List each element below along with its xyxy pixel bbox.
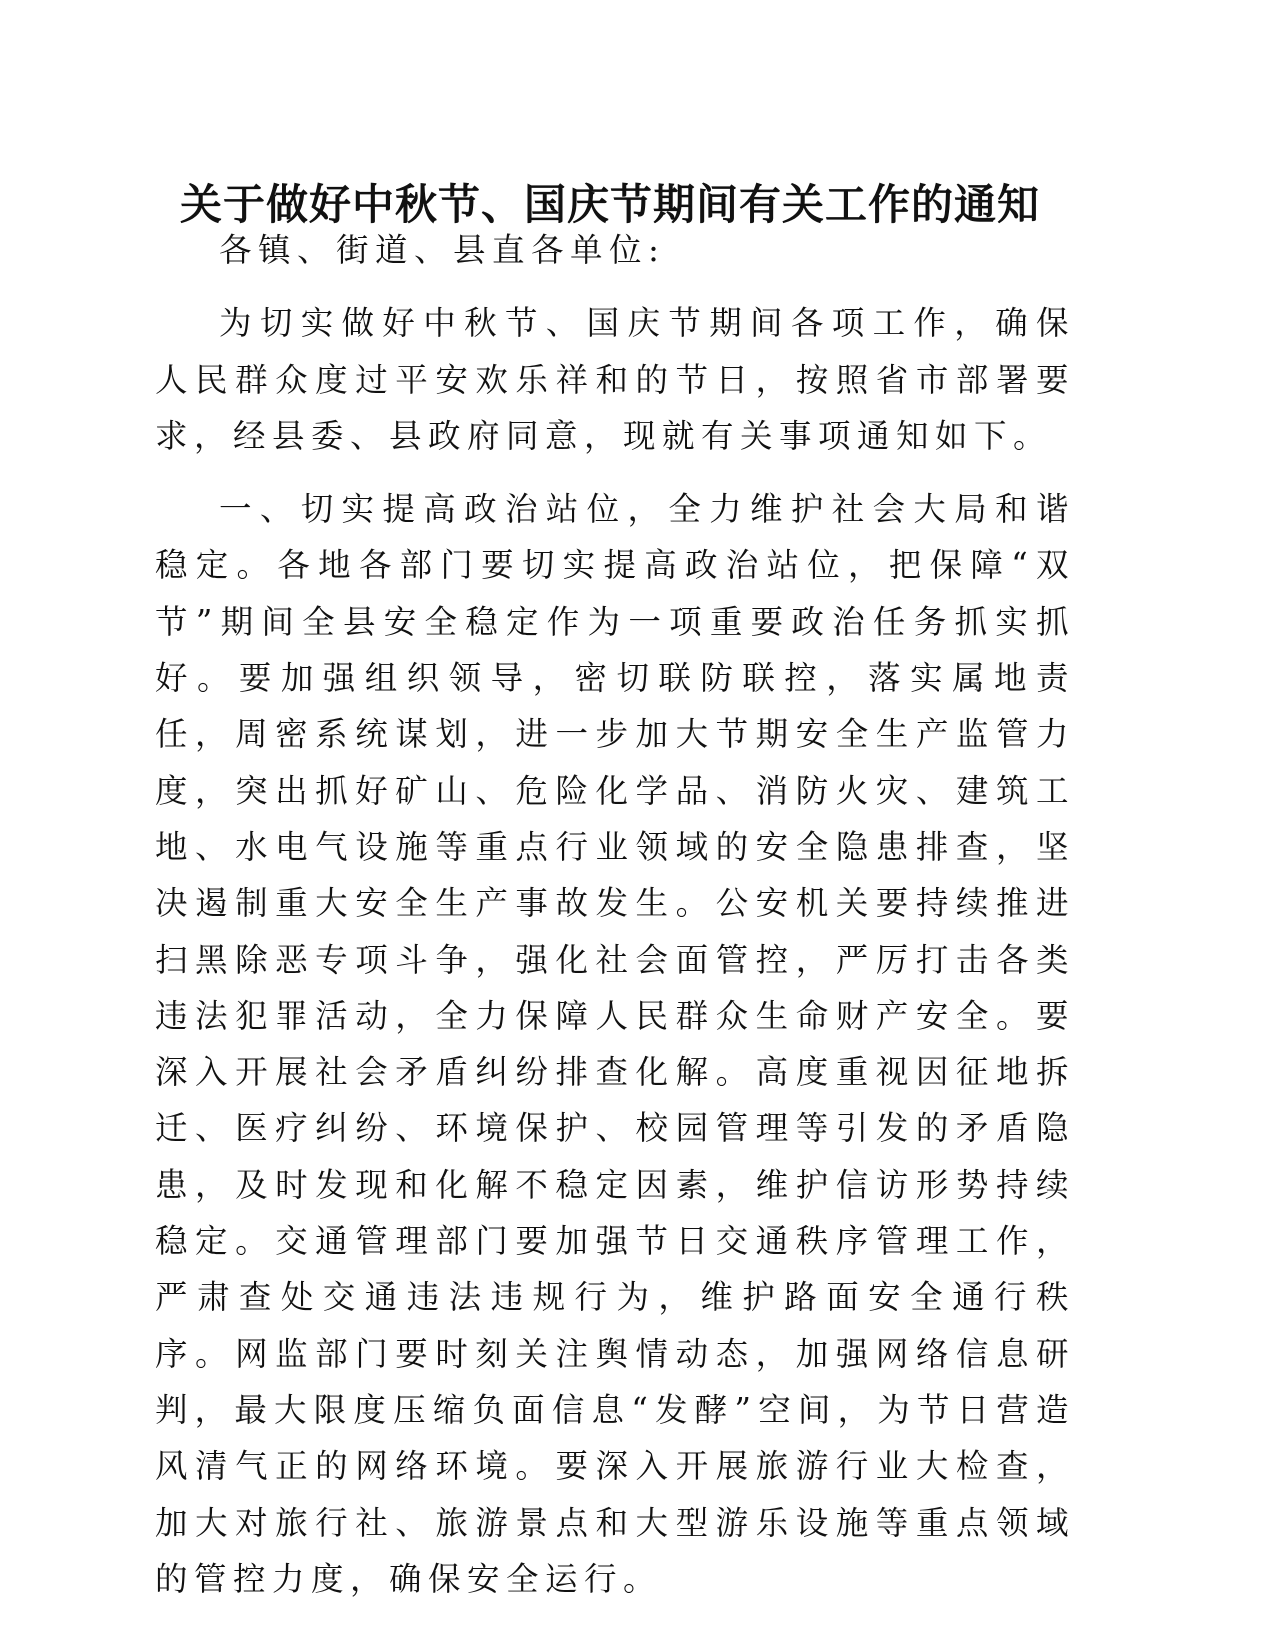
paragraph-section-one: 一、切实提高政治站位，全力维护社会大局和谐稳定。各地各部门要切实提高政治站位，把保障“双节”期间全县安全稳定作为一项重要政治任务抓实抓好。要加强组织领导，密切联防联控，落实属地责任，周密系统谋划，进一步加大节期安全生产监管力度，突出抓好矿山、危险化学品、消防火灾、建筑工地、水电气设施等重点行业领域的安全隐患排查，坚决遏制重大安全生产事故发生。公安机关要持续推进扫黑除恶专项斗争，强化社会面管控，严厉打击各类违法犯罪活动，全力保障人民群众生命财产安全。要深入开展社会矛盾纠纷排查化解。高度重视因征地拆迁、医疗纠纷、环境保护、校园管理等引发的矛盾隐患，及时发现和化解不稳定因素，维护信访形势持续稳定。交通管理部门要加强节日交通秩序管理工作，严肃查处交通违法违规行为，维护路面安全通行秩序。网监部门要时刻关注舆情动态，加强网络信息研判，最大限度压缩负面信息“发酵”空间，为节日营造风清气正的网络环境。要深入开展旅游行业大检查，加大对旅行社、旅游景点和大型游乐设施等重点领域的管控力度，确保安全运行。 (155, 490, 1075, 1598)
document-title: 关于做好中秋节、国庆节期间有关工作的通知 (179, 180, 1040, 229)
paragraph-intro: 为切实做好中秋节、国庆节期间各项工作，确保人民群众度过平安欢乐祥和的节日，按照省市部署要求，经县委、县政府同意，现就有关事项通知如下。 (155, 304, 1075, 455)
document-body (155, 222, 1075, 1607)
salutation: 各镇、街道、县直各单位: (219, 231, 666, 269)
